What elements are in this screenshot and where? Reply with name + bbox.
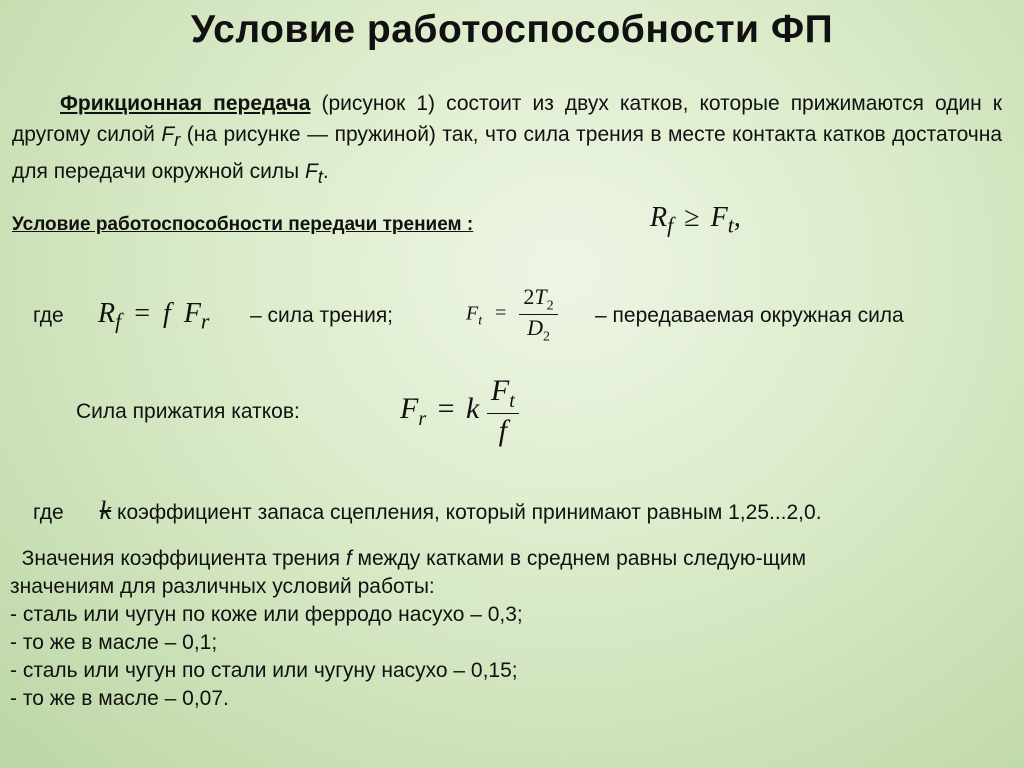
where-label-2: где k коэффициент запаса сцепления, который принимают равным 1,25...2,0. <box>33 496 822 525</box>
friction-intro-line: Значения коэффициента трения f между катками в среднем равны следую-щим <box>10 547 807 570</box>
condition-label: Условие работоспособности передачи трением : <box>12 214 474 235</box>
circumferential-force-desc: – передаваемая окружная сила <box>595 304 904 327</box>
intro-text-3: . <box>322 160 329 184</box>
list-item: - сталь или чугун по стали или чугуну насухо – 0,15; <box>10 659 518 682</box>
friction-intro-line-2: значениям для различных условий работы: <box>10 575 435 598</box>
term-friction-drive: Фрикционная передача <box>60 92 311 115</box>
list-item: - то же в масле – 0,07. <box>10 687 229 710</box>
pressing-force-formula: $F_r = k$ $\frac{F_t}{f}$ <box>400 374 519 448</box>
friction-force-formula: $R_f = f$ $F_r$ <box>98 298 210 334</box>
intro-text-1: (рисунок 1) состоит из двух катков, которые прижимаются один к другому силой <box>12 92 1002 146</box>
condition-formula: $R_f \ge F_t$, <box>650 202 741 238</box>
force-ft: $F_t$ <box>305 160 323 188</box>
force-fr: $F_r$ <box>161 123 181 151</box>
coefficient-k: k <box>99 496 112 525</box>
friction-force-desc: – сила трения; <box>250 304 394 327</box>
list-item: - сталь или чугун по коже или ферродо насухо – 0,3; <box>10 603 523 626</box>
coefficient-k-desc: коэффициент запаса сцепления, который принимают равным 1,25...2,0. <box>111 501 822 524</box>
list-item: - то же в масле – 0,1; <box>10 631 218 654</box>
pressing-force-label: Сила прижатия катков: <box>76 400 300 423</box>
where-label-1: где <box>33 304 64 327</box>
circumferential-force-formula: $F_t$ = $\frac{2T_2}{D_2}$ <box>466 284 558 346</box>
page-title: Условие работоспособности ФП <box>190 8 834 51</box>
friction-values-block <box>10 545 1010 713</box>
intro-paragraph <box>12 88 1002 193</box>
intro-text-2: (на рисунке — пружиной) так, что сила трения в месте контакта катков достаточна для передачи окружной силы <box>12 123 1003 184</box>
